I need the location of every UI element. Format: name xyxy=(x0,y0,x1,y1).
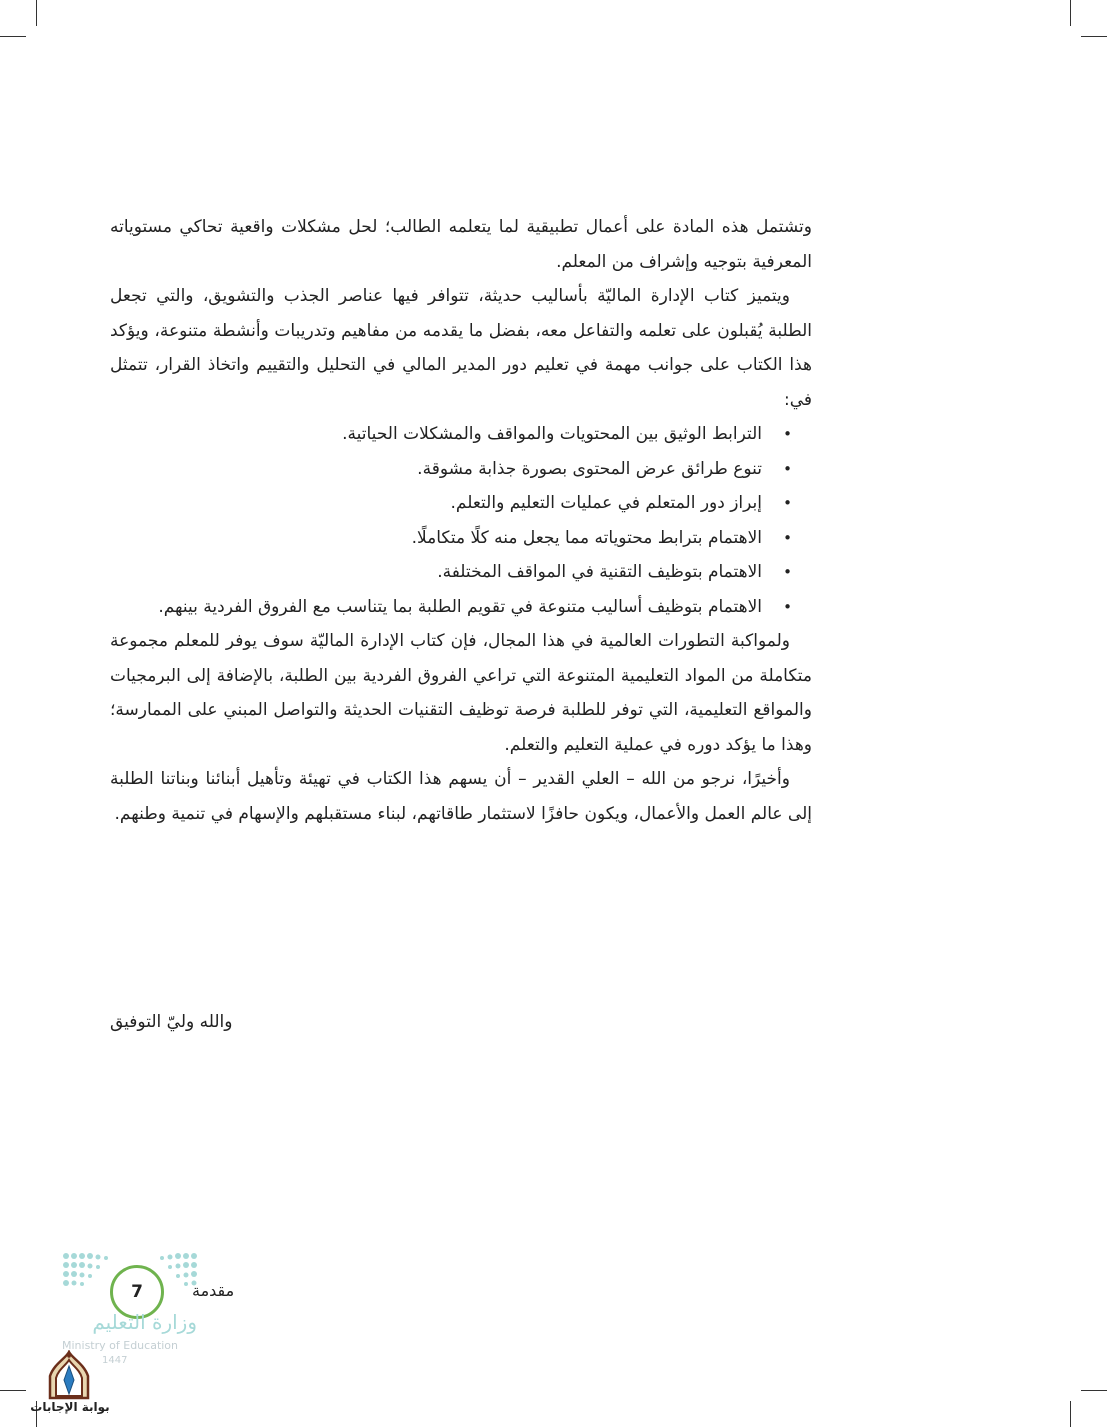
list-item-text: الاهتمام بترابط محتوياته مما يجعل منه كلًا متكاملًا. xyxy=(411,527,762,548)
ministry-name-english: Ministry of Education xyxy=(62,1339,179,1352)
bullet-icon: • xyxy=(783,494,792,512)
bullet-icon: • xyxy=(783,425,792,443)
list-item-text: الاهتمام بتوظيف التقنية في المواقف المختلفة. xyxy=(437,562,762,582)
paragraph: ويتميز كتاب الإدارة الماليّة بأساليب حديثة، تتوافر فيها عناصر الجذب والتشويق، والتي تجعل الطلبة يُقبلون على تعلمه والتفاعل معه، بفضل ما يقدمه من مفاهيم وتدريبات وأنشطة متنوعة، ويؤكد هذا الكتاب على جوانب مهمة في تعليم دور المدير المالي في التحليل والتقييم واتخاذ القرار، تتمثل في: xyxy=(110,286,812,410)
list-item-text: إبراز دور المتعلم في عمليات التعليم والتعلم. xyxy=(450,493,762,513)
ministry-year: 1447 xyxy=(102,1355,128,1366)
closing-phrase: والله وليّ التوفيق xyxy=(110,1012,233,1032)
crop-mark-top-right xyxy=(1070,0,1071,26)
crop-mark-top-left xyxy=(36,0,37,26)
list-item xyxy=(110,521,792,556)
bullet-icon: • xyxy=(783,459,792,478)
crop-mark-top-right-h xyxy=(1081,36,1107,37)
crop-mark-top-left-h xyxy=(0,36,26,37)
feature-list xyxy=(110,417,812,624)
list-item-text: تنوع طرائق عرض المحتوى بصورة جذابة مشوقة. xyxy=(417,458,762,479)
crop-mark-bottom-right xyxy=(1070,1401,1071,1427)
portal-name: بوابة الإجابات xyxy=(30,1400,110,1414)
list-item-text: الترابط الوثيق بين المحتويات والمواقف والمشكلات الحياتية. xyxy=(342,424,762,444)
list-item xyxy=(110,417,792,452)
paragraph: وأخيرًا، نرجو من الله – العلي القدير – أن يسهم هذا الكتاب في تهيئة وتأهيل أبنائنا وبناتنا الطلبة إلى عالم العمل والأعمال، ويكون حافزًا لاستثمار طاقاتهم، لبناء مستقبلهم والإسهام في تنمية وطنهم. xyxy=(110,769,812,824)
list-item-text: الاهتمام بتوظيف أساليب متنوعة في تقويم الطلبة بما يتناسب مع الفروق الفردية بينهم. xyxy=(158,596,762,617)
list-item xyxy=(110,486,792,521)
bullet-icon: • xyxy=(783,528,792,547)
list-item xyxy=(110,555,792,590)
portal-dome-icon xyxy=(44,1350,94,1400)
paragraph: ولمواكبة التطورات العالمية في هذا المجال، فإن كتاب الإدارة الماليّة سوف يوفر للمعلم مجموعة متكاملة من المواد التعليمية المتنوعة التي تراعي الفروق الفردية بين الطلبة، بالإضافة إلى البرمجيات والمواقع التعليمية، التي توفر للطلبة فرصة توظيف التقنيات الحديثة والتواصل المبني على الممارسة؛ وهذا ما يؤكد دوره في عملية التعليم والتعلم. xyxy=(110,631,812,755)
bullet-icon: • xyxy=(783,597,792,616)
paragraph: وتشتمل هذه المادة على أعمال تطبيقية لما يتعلمه الطالب؛ لحل مشكلات واقعية تحاكي مستوياته المعرفية بتوجيه وإشراف من المعلم. xyxy=(110,217,812,272)
bullet-icon: • xyxy=(783,563,792,581)
page-number: 7 xyxy=(110,1265,164,1319)
introduction-text xyxy=(110,210,812,831)
crop-mark-bottom-right-h xyxy=(1081,1390,1107,1391)
list-item xyxy=(110,590,792,625)
list-item xyxy=(110,452,792,487)
crop-mark-bottom-left-h xyxy=(0,1390,26,1391)
section-label: مقدمة xyxy=(192,1281,235,1300)
ministry-name-arabic: وزارة التعليم xyxy=(92,1310,197,1334)
